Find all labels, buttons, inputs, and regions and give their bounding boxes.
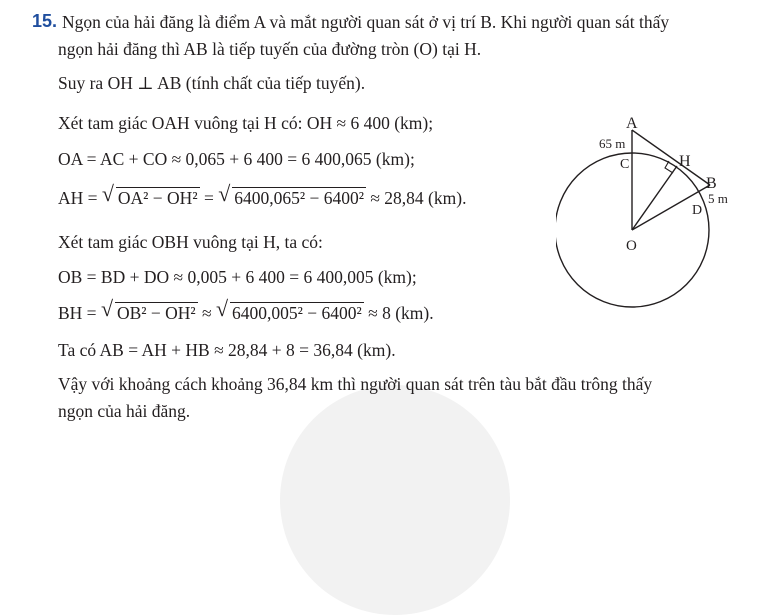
problem-line-6 [58, 181, 467, 209]
sqrt-ob-oh: √ OB² − OH² [100, 296, 196, 323]
ah-result: ≈ 28,84 (km). [365, 188, 467, 208]
lighthouse-tangent-figure [556, 110, 756, 320]
problem-line-4: Xét tam giác OAH vuông tại H có: OH ≈ 6 400 (km); [58, 113, 434, 133]
watermark-circle [280, 385, 510, 615]
problem-line-2: ngọn hải đăng thì AB là tiếp tuyến của đường tròn (O) tại H. [58, 39, 482, 59]
label-65m: 65 m [599, 136, 626, 151]
label-D: D [692, 203, 703, 218]
problem-line-1: Ngọn của hải đăng là điểm A và mắt người quan sát ở vị trí B. Khi người quan sát thấy [62, 12, 670, 32]
label-C: C [620, 157, 630, 172]
sqrt-oa-oh: √ OA² − OH² [101, 181, 198, 208]
problem-line-3: Suy ra OH ⊥ AB (tính chất của tiếp tuyến). [58, 73, 366, 93]
problem-line-9 [58, 296, 434, 324]
sqrt-ah-values: √ 6400,065² − 6400² [218, 181, 364, 208]
problem-line-5: OA = AC + CO ≈ 0,065 + 6 400 = 6 400,065 (km); [58, 149, 415, 169]
problem-number: 15. [32, 11, 58, 31]
label-A: A [626, 115, 638, 132]
problem-line-7: Xét tam giác OBH vuông tại H, ta có: [58, 232, 323, 252]
label-H: H [679, 153, 691, 170]
bh-result: ≈ 8 (km). [363, 303, 434, 323]
problem-line-10: Ta có AB = AH + HB ≈ 28,84 + 8 = 36,84 (km). [58, 340, 396, 360]
bh-left: BH = [58, 303, 101, 323]
problem-line-8: OB = BD + DO ≈ 0,005 + 6 400 = 6 400,005 (km); [58, 267, 417, 287]
problem-line-11: Vậy với khoảng cách khoảng 36,84 km thì người quan sát trên tàu bắt đầu trông thấy [58, 374, 653, 394]
label-B: B [706, 175, 717, 192]
ah-left: AH = [58, 188, 102, 208]
ah-eq: = [199, 188, 219, 208]
bh-eq: ≈ [197, 303, 216, 323]
sqrt-bh-values: √ 6400,005² − 6400² [216, 296, 362, 323]
label-5m: 5 m [708, 191, 728, 206]
segment-AB [632, 130, 710, 185]
segment-OH [632, 166, 677, 230]
problem-line-12: ngọn của hải đăng. [58, 401, 191, 421]
label-O: O [626, 238, 637, 254]
